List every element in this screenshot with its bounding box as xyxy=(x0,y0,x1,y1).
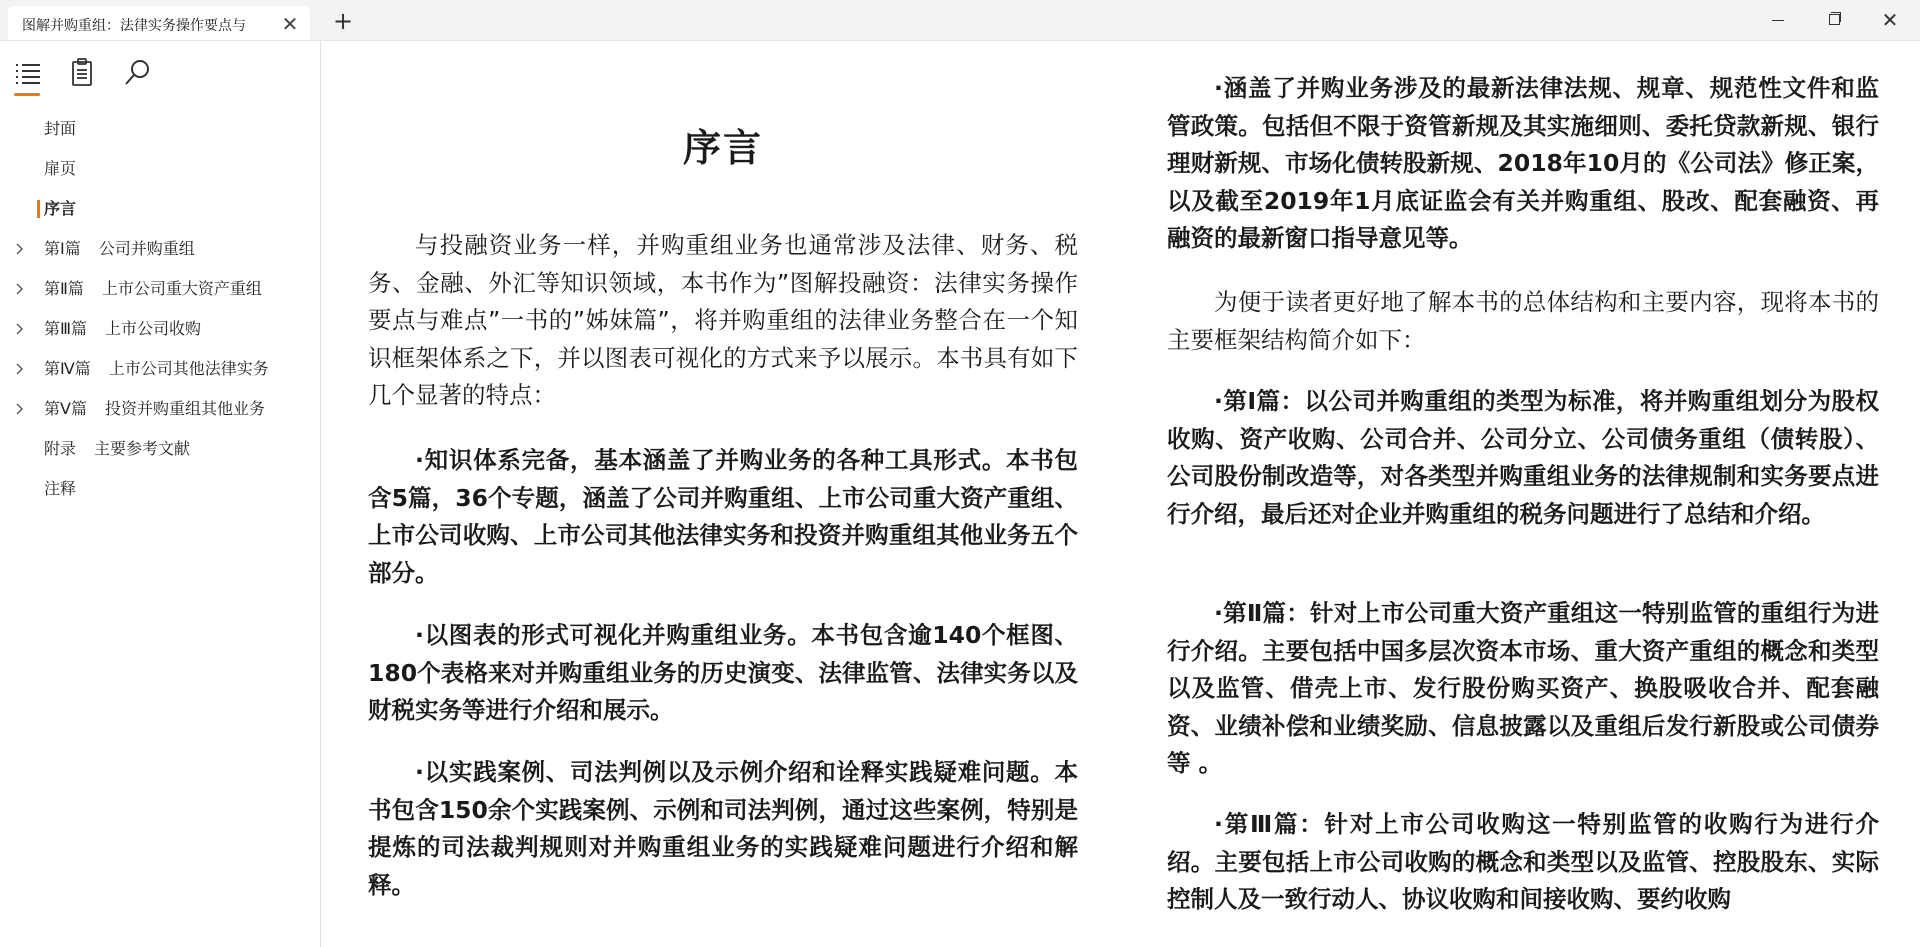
page-title: 序言 xyxy=(682,126,763,170)
chevron-right-icon[interactable] xyxy=(14,363,26,375)
toc-item-label: 上市公司重大资产重组 xyxy=(101,279,262,298)
toc-tab-button[interactable] xyxy=(10,55,46,91)
paragraph: ·第Ⅰ篇：以公司并购重组的类型为标准，将并购重组划分为股权收购、资产收购、公司合并、公司分立、公司债务重组（债转股）、公司股份制改造等，对各类型并购重组业务的法律规制和实务要点进行介绍，最后还对企业并购重组的税务问题进行了总结和介绍。 xyxy=(1167,387,1879,528)
toc-item-prefix: 第Ⅲ篇 xyxy=(44,319,88,338)
paragraph: ·知识体系完备，基本涵盖了并购业务的各种工具形式。本书包含5篇，36个专题，涵盖了公司并购重组、上市公司重大资产重组、上市公司收购、上市公司其他法律实务和投资并购重组其他业务五个部分。 xyxy=(368,446,1078,587)
toc-item-cover[interactable] xyxy=(0,114,320,144)
toc-item-label: 注释 xyxy=(44,479,77,498)
toc-item-label: 扉页 xyxy=(44,159,77,178)
toc-item-label: 公司并购重组 xyxy=(98,239,195,258)
toc-item-prefix: 第Ⅰ篇 xyxy=(44,239,81,258)
tab-title: 图解并购重组：法律实务操作要点与 xyxy=(22,18,246,34)
paragraph: ·以实践案例、司法判例以及示例介绍和诠释实践疑难问题。本书包含150余个实践案例、示例和司法判例，通过这些案例，特别是提炼的司法裁判规则对并购重组业务的实践疑难问题进行介绍和解释。 xyxy=(368,758,1078,899)
reading-pane[interactable] xyxy=(321,41,1920,947)
clipboard-icon xyxy=(64,55,100,91)
toc-item-prefix: 附录 xyxy=(44,439,77,458)
chevron-right-icon[interactable] xyxy=(14,243,26,255)
search-icon xyxy=(120,55,156,91)
close-window-button[interactable] xyxy=(1862,0,1918,40)
notes-tab-button[interactable] xyxy=(64,55,100,91)
toc-item-label: 上市公司其他法律实务 xyxy=(108,359,269,378)
toc-item-preface[interactable] xyxy=(0,194,320,224)
toc-item-part-4[interactable] xyxy=(0,354,320,384)
toc-item-notes[interactable] xyxy=(0,474,320,504)
paragraph: 为便于读者更好地了解本书的总体结构和主要内容，现将本书的主要框架结构简介如下： xyxy=(1167,288,1879,354)
search-tab-button[interactable] xyxy=(120,55,156,91)
chevron-right-icon[interactable] xyxy=(14,283,26,295)
toc-item-label: 上市公司收购 xyxy=(105,319,202,338)
paragraph: ·以图表的形式可视化并购重组业务。本书包含逾140个框图、180个表格来对并购重组业务的历史演变、法律监管、法律实务以及财税实务等进行介绍和展示。 xyxy=(368,621,1078,724)
paragraph: ·第Ⅱ篇：针对上市公司重大资产重组这一特别监管的重组行为进行介绍。主要包括中国多层次资本市场、重大资产重组的概念和类型以及监管、借壳上市、发行股份购买资产、换股吸收合并、配套融资、业绩补偿和业绩奖励、信息披露以及重组后发行新股或公司债券等 。 xyxy=(1167,599,1879,777)
toc-item-appendix[interactable] xyxy=(0,434,320,464)
new-tab-button[interactable]: + xyxy=(332,7,354,35)
toc-item-label: 投资并购重组其他业务 xyxy=(104,399,265,418)
toc-item-label: 主要参考文献 xyxy=(94,439,191,458)
toc-item-label: 封面 xyxy=(44,119,77,138)
toc-item-prefix: 第Ⅴ篇 xyxy=(44,399,87,418)
restore-button[interactable] xyxy=(1806,0,1862,40)
toc-item-label: 序言 xyxy=(44,199,77,218)
toc-item-prefix: 第Ⅳ篇 xyxy=(44,359,91,378)
paragraph: 与投融资业务一样，并购重组业务也通常涉及法律、财务、税务、金融、外汇等知识领域，本书作为”图解投融资：法律实务操作要点与难点”一书的”姊妹篇”，将并购重组的法律业务整合在一个知识框架体系之下，并以图表可视化的方式来予以展示。本书具有如下几个显著的特点： xyxy=(368,231,1078,409)
close-tab-icon[interactable]: ✕ xyxy=(281,12,299,36)
paragraph: ·第Ⅲ篇：针对上市公司收购这一特别监管的收购行为进行介绍。主要包括上市公司收购的概念和类型以及监管、控股股东、实际控制人及一致行动人、协议收购和间接收购、要约收购 xyxy=(1167,810,1879,913)
toc-item-prefix: 第Ⅱ篇 xyxy=(44,279,84,298)
toc-list-icon xyxy=(10,55,46,91)
sidebar xyxy=(0,41,321,947)
toc-item-part-3[interactable] xyxy=(0,314,320,344)
title-bar xyxy=(0,0,1920,41)
toc-item-title-page[interactable] xyxy=(0,154,320,184)
chevron-right-icon[interactable] xyxy=(14,403,26,415)
active-item-marker xyxy=(37,200,40,218)
toc-item-part-1[interactable] xyxy=(0,234,320,264)
document-tab[interactable] xyxy=(8,6,310,40)
chevron-right-icon[interactable] xyxy=(14,323,26,335)
active-tab-indicator xyxy=(14,93,40,96)
close-icon: ✕ xyxy=(1881,8,1899,32)
toc-item-part-2[interactable] xyxy=(0,274,320,304)
minimize-button[interactable] xyxy=(1750,0,1806,40)
paragraph: ·涵盖了并购业务涉及的最新法律法规、规章、规范性文件和监管政策。包括但不限于资管新规及其实施细则、委托贷款新规、银行理财新规、市场化债转股新规、2018年10月的《公司法》修正案，以及截至2019年1月底证监会有关并购重组、股改、配套融资、再融资的最新窗口指导意见等。 xyxy=(1167,74,1879,252)
toc-item-part-5[interactable] xyxy=(0,394,320,424)
